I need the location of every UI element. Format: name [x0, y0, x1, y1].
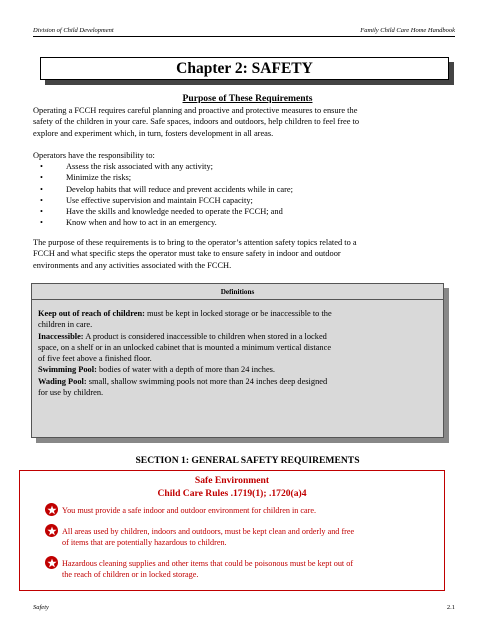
bullet-icon: • [40, 162, 43, 171]
responsibility-lead: Operators have the responsibility to: [33, 151, 155, 160]
intro-paragraph [33, 105, 453, 139]
purpose-heading: Purpose of These Requirements [182, 93, 313, 104]
definitions-divider [32, 299, 443, 300]
responsibility-list [33, 161, 453, 229]
purpose-paragraph [33, 237, 453, 271]
definition-cont: children in care. [38, 320, 93, 330]
bullet-icon: • [40, 184, 43, 194]
purpose-line: environments and any activities associated with the FCCH. [33, 260, 232, 270]
list-item: • Develop habits that will reduce and prevent accidents while in care; [40, 184, 293, 194]
definitions-text [38, 308, 433, 398]
definition-item: Swimming Pool: bodies of water with a depth of more than 24 inches. [38, 365, 276, 375]
purpose-line: FCCH and what specific steps the operator must take to ensure safety in indoor and outdoor [33, 249, 341, 259]
header-left: Division of Child Development [33, 27, 114, 34]
intro-line: Operating a FCCH requires careful planning and proactive and protective measures to ensure the [33, 106, 358, 115]
definition-item: Inaccessible: A product is considered inaccessible to children when stored in a locked [38, 331, 327, 341]
definition-cont: for use by children. [38, 388, 104, 398]
safe-env-title: Safe Environment [194, 475, 270, 486]
chapter-title: Chapter 2: SAFETY [40, 57, 449, 80]
definition-cont: of five feet above a finished floor. [38, 354, 152, 364]
definition-item: Keep out of reach of children: must be kept in locked storage or be inaccessible to the [38, 309, 332, 318]
list-item: • Assess the risk associated with any activity; [40, 162, 214, 171]
safe-environment-box [19, 470, 445, 591]
list-item: • Have the skills and knowledge needed to operate the FCCH; and [40, 207, 283, 217]
bullet-icon: • [40, 218, 43, 228]
header-right: Family Child Care Home Handbook [360, 27, 455, 34]
rule-item: Hazardous cleaning supplies and other items that could be poisonous must be kept out of the reach of children or in locked storage. [62, 558, 452, 580]
section-heading: SECTION 1: GENERAL SAFETY REQUIREMENTS [135, 455, 360, 466]
rule-item: You must provide a safe indoor and outdoor environment for children in care. [62, 505, 452, 516]
list-item: • Use effective supervision and maintain FCCH capacity; [40, 195, 253, 205]
header-rule [33, 36, 455, 37]
star-icon [45, 503, 58, 516]
bullet-icon: • [40, 173, 43, 183]
bullet-icon: • [40, 195, 43, 205]
safe-env-rules-ref: Child Care Rules .1719(1); .1720(a)4 [157, 488, 307, 499]
star-icon [45, 524, 58, 537]
page-number: 2.1 [446, 604, 455, 611]
intro-line: explore and experiment which, in turn, fosters development in all areas. [33, 128, 274, 138]
list-item: • Minimize the risks; [40, 173, 132, 183]
purpose-line: The purpose of these requirements is to bring to the operator’s attention safety topics related to a [33, 238, 357, 247]
footer-left: Safety [33, 604, 49, 611]
definitions-box [31, 283, 444, 438]
intro-line: safety of the children in your care. Safe spaces, indoors and outdoors, help children to feel free to [33, 117, 360, 127]
bullet-icon: • [40, 207, 43, 217]
star-icon [45, 556, 58, 569]
rule-item: All areas used by children, indoors and outdoors, must be kept clean and orderly and free of items that are potentially hazardous to children. [62, 526, 452, 548]
definition-item: Wading Pool: small, shallow swimming pools not more than 24 inches deep designed [38, 376, 328, 386]
list-item: • Know when and how to act in an emergency. [40, 218, 217, 228]
definitions-title: Definitions [220, 288, 255, 296]
definition-cont: space, on a shelf or in an unlocked cabinet that is mounted a minimum vertical distance [38, 342, 332, 352]
